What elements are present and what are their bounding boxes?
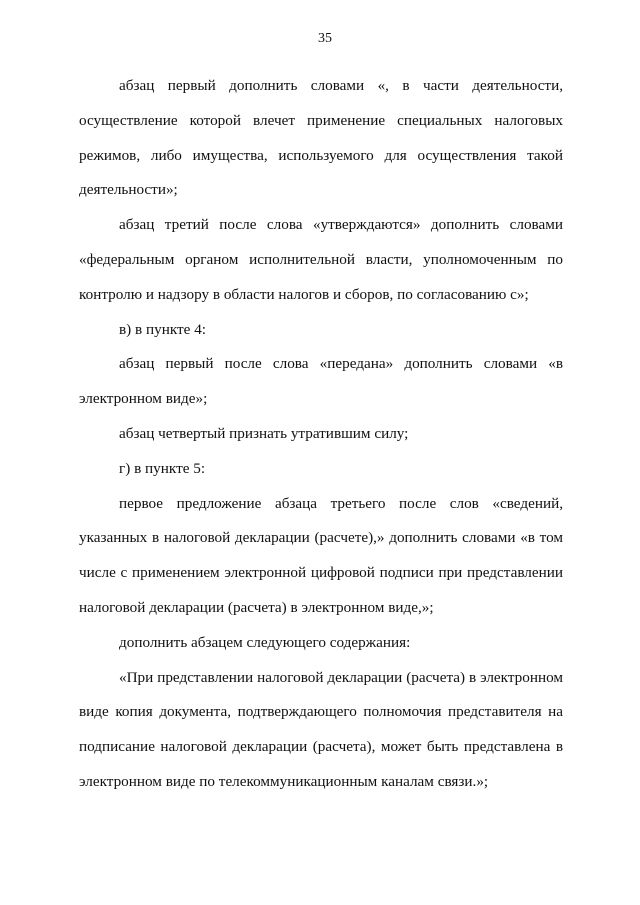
paragraph-1: абзац первый дополнить словами «, в части деятельности, осуществление которой влечет применение специальных налоговых режимов, либо имущества, используемого для осуществления такой деятельности»;	[79, 77, 563, 199]
document-body	[79, 69, 563, 800]
paragraph-7: первое предложение абзаца третьего после слов «сведений, указанных в налоговой декларации (расчете),» дополнить словами «в том числе с применением электронной цифровой подписи при представлении налоговой декларации (расчета) в электронном виде,»;	[79, 494, 563, 616]
paragraph-2: абзац третий после слова «утверждаются» дополнить словами «федеральным органом исполнительной власти, уполномоченным по контролю и надзору в области налогов и сборов, по согласованию с»;	[79, 216, 563, 303]
paragraph-6: г) в пункте 5:	[119, 459, 206, 477]
paragraph-9: «При представлении налоговой декларации (расчета) в электронном виде копия документа, подтверждающего полномочия представителя на подписание налоговой декларации (расчета), может быть представлена в электронном виде по телекоммуникационным каналам связи.»;	[79, 668, 563, 790]
paragraph-4: абзац первый после слова «передана» дополнить словами «в электронном виде»;	[79, 355, 563, 408]
paragraph-5: абзац четвертый признать утратившим силу;	[119, 424, 409, 442]
paragraph-8: дополнить абзацем следующего содержания:	[119, 633, 411, 651]
paragraph-3: в) в пункте 4:	[119, 320, 207, 338]
page-number: 35	[318, 31, 332, 46]
